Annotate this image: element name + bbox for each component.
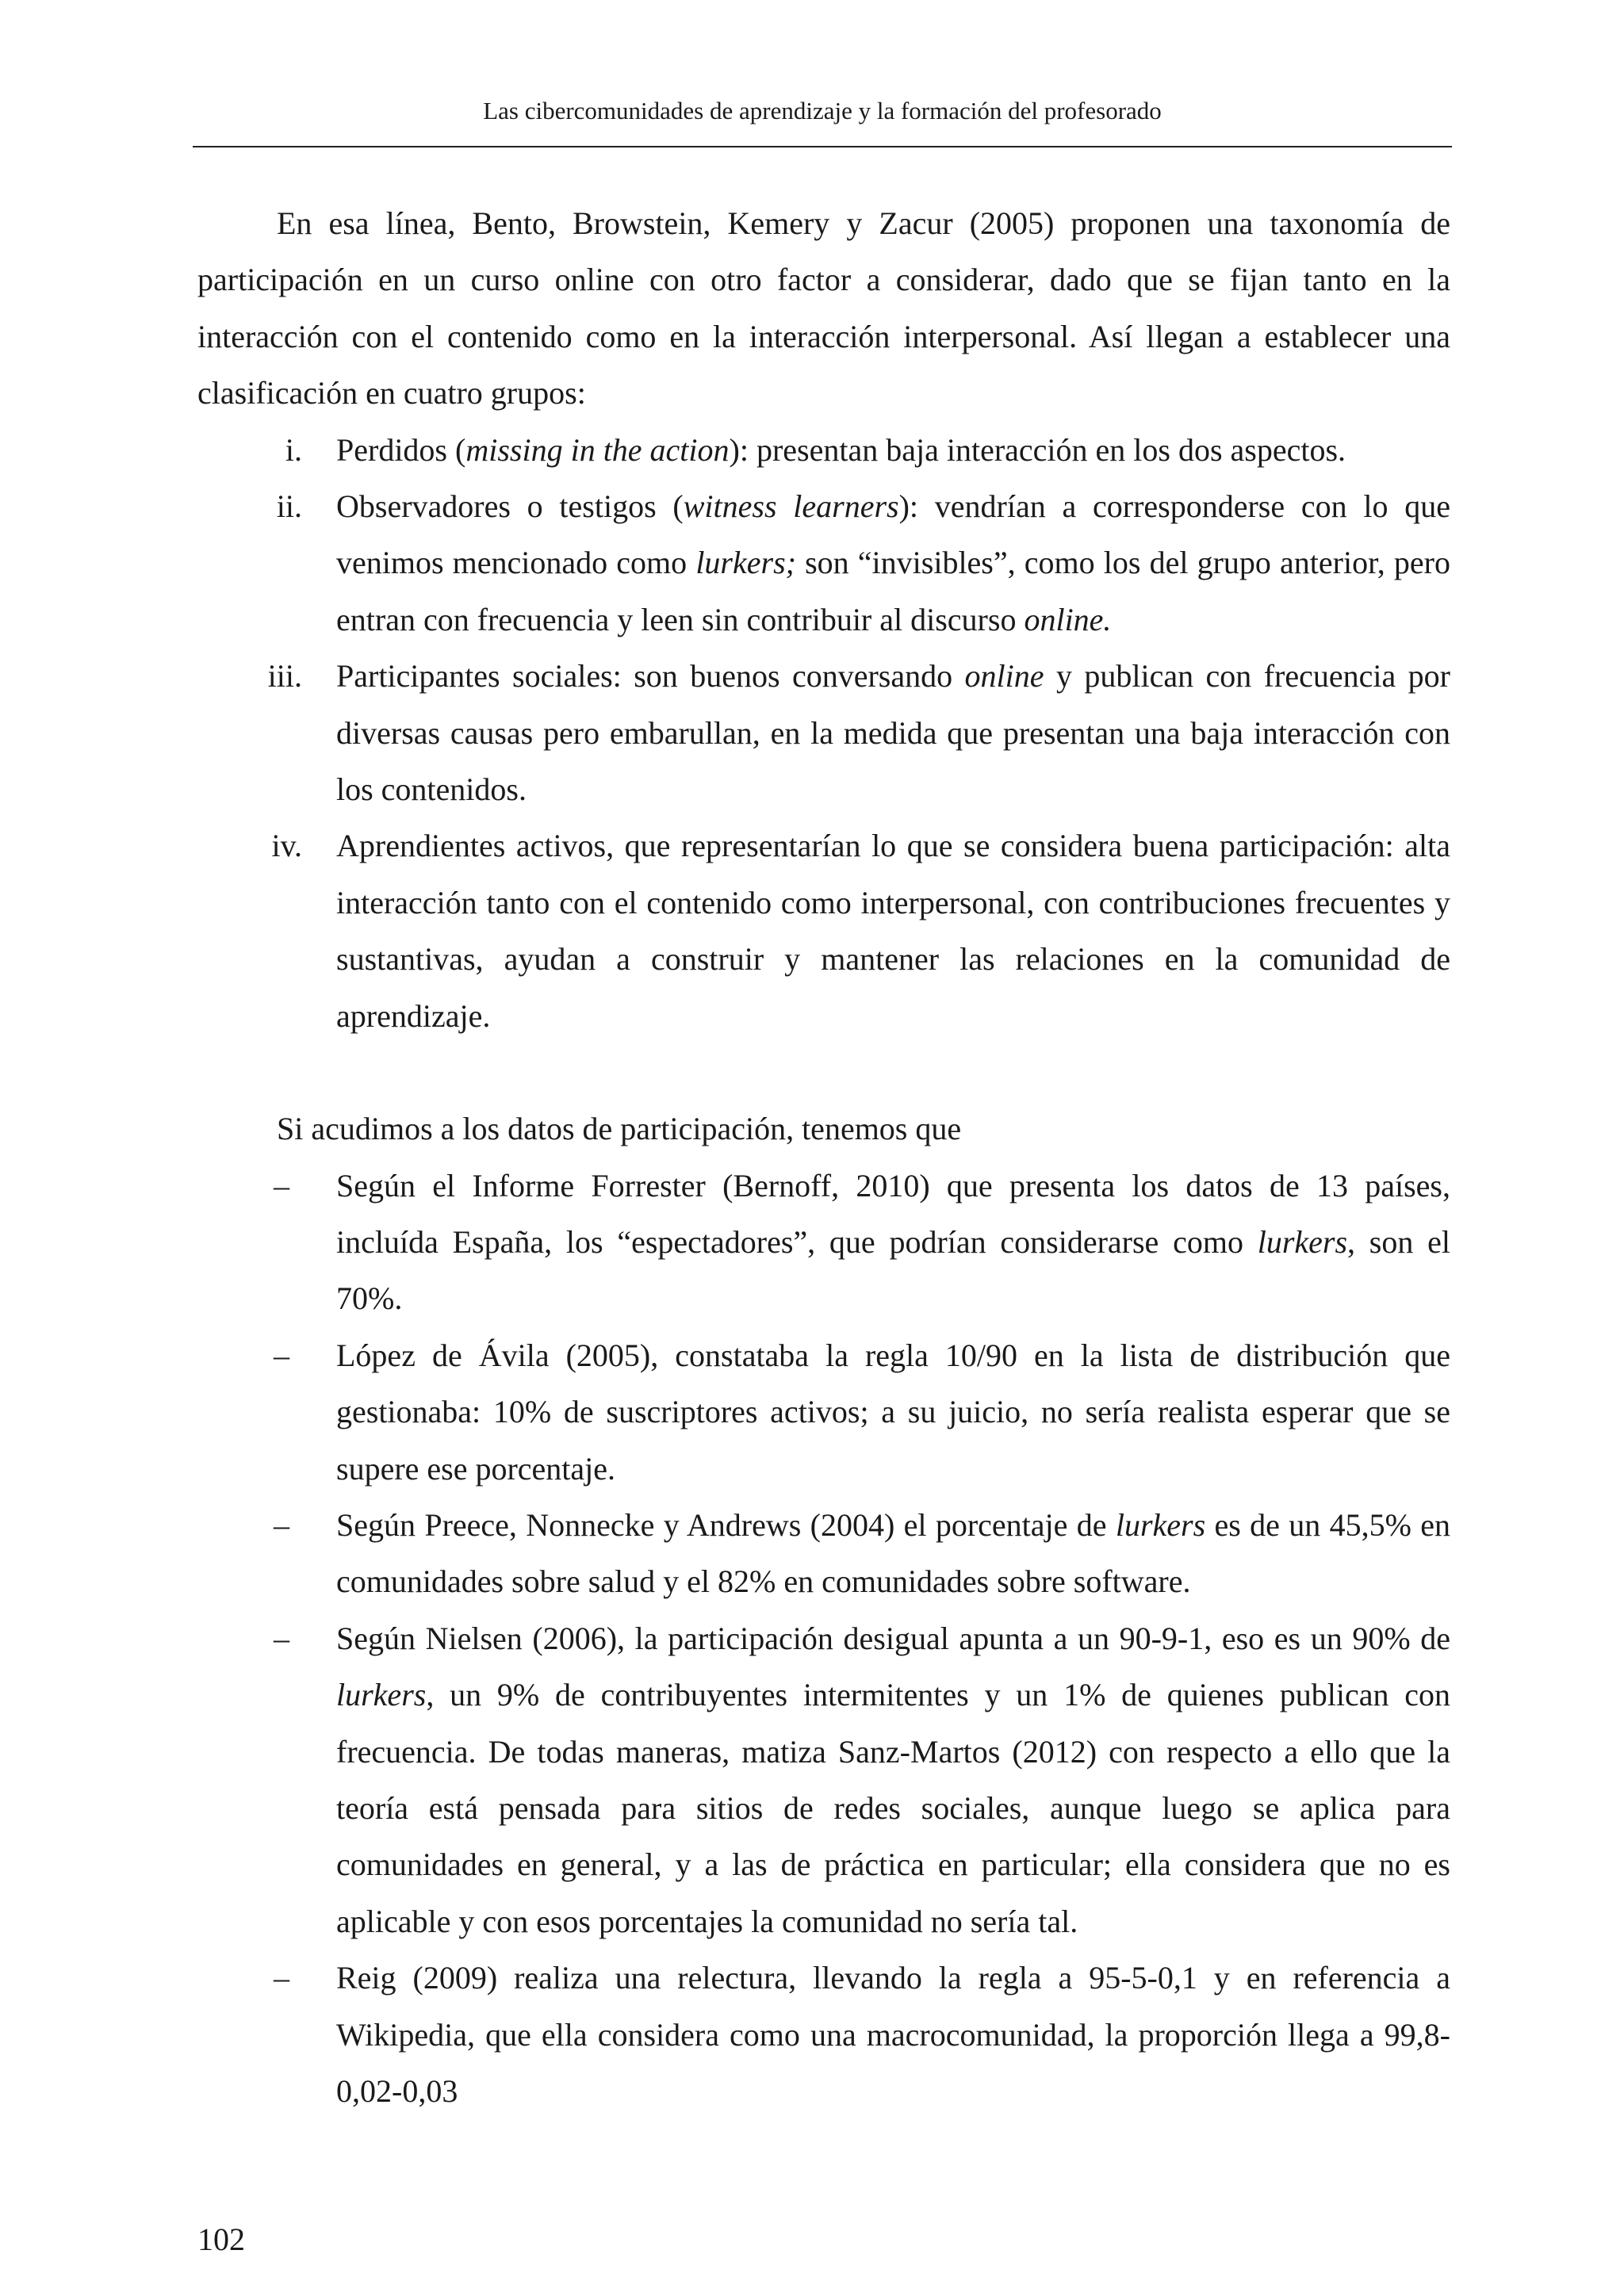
item-text: son “invisibles”, como los del grupo anterior, pero entran con frecuencia y leen sin contribuir al discurso <box>336 545 1451 637</box>
item-italic: lurkers <box>336 1677 427 1713</box>
data-item <box>197 1950 1450 2119</box>
item-italic: witness learners <box>683 488 899 525</box>
data-list <box>197 1158 1450 2120</box>
item-text: López de Ávila (2005), constataba la regla 10/90 en la lista de distribución que gestionaba: 10% de suscriptores activos; a su juicio, no sería realista esperar que se supere ese porcentaje. <box>336 1337 1450 1487</box>
data-item <box>197 1158 1450 1327</box>
item-text: y publican con frecuencia por diversas causas pero embarullan, en la medida que presentan una baja interacción con los contenidos. <box>336 658 1450 808</box>
item-italic: online. <box>1024 601 1112 637</box>
taxonomy-list <box>197 422 1450 1044</box>
data-intro: Si acudimos a los datos de participación, tenemos que <box>277 1111 962 1147</box>
running-header: Las cibercomunidades de aprendizaje y la formación del profesorado <box>483 97 1162 124</box>
item-italic: lurkers <box>1115 1506 1206 1543</box>
dash-marker: – <box>274 1167 289 1203</box>
dash-marker: – <box>274 1960 289 1996</box>
dash-marker: – <box>274 1506 289 1543</box>
dash-marker: – <box>274 1337 289 1373</box>
taxonomy-item <box>197 648 1450 817</box>
intro-paragraph: En esa línea, Bento, Browstein, Kemery y Zacur (2005) proponen una taxonomía de participación en un curso online con otro factor a considerar, dado que se fijan tanto en la interacción con el contenido como en la interacción interpersonal. Así llegan a establecer una clasificación en cuatro grupos: <box>197 205 1450 411</box>
item-text: Según el Informe Forrester (Bernoff, 2010) que presenta los datos de 13 países, incluída España, los “espectadores”, que podrían considerarse como <box>336 1167 1450 1260</box>
item-text: Según Preece, Nonnecke y Andrews (2004) el porcentaje de <box>336 1506 1116 1543</box>
item-text: Perdidos ( <box>336 431 466 468</box>
page-number: 102 <box>197 2221 245 2257</box>
item-text: , son el 70%. <box>336 1223 1450 1317</box>
item-text: Según Nielsen (2006), la participación desigual apunta a un 90-9-1, eso es un 90% de <box>336 1620 1450 1656</box>
item-text: Aprendientes activos, que representarían lo que se considera buena participación: alta interacción tanto con el contenido como interpersonal, con contribuciones frecuentes y sustantivas, ayudan a construir y mantener las relaciones en la comunidad de aprendizaje. <box>336 828 1450 1034</box>
header-rule <box>193 146 1452 147</box>
list-marker: iv. <box>271 828 302 864</box>
item-text: , un 9% de contribuyentes intermitentes y un 1% de quienes publican con frecuencia. De todas maneras, matiza Sanz-Martos (2012) con respecto a ello que la teoría está pensada para sitios de redes sociales, aunque luego se aplica para comunidades en general, y a las de práctica en particular; ella considera que no es aplicable y con esos porcentajes la comunidad no sería tal. <box>336 1677 1450 1939</box>
item-text: ): vendrían a corresponderse con lo que venimos mencionado como <box>336 488 1450 581</box>
data-item <box>197 1327 1450 1497</box>
taxonomy-item <box>197 817 1450 1044</box>
item-italic: lurkers; <box>695 545 796 581</box>
list-marker: iii. <box>267 658 302 695</box>
item-text: Participantes sociales: son buenos conversando <box>336 658 965 695</box>
item-italic: lurkers <box>1257 1223 1348 1260</box>
item-italic: online <box>964 658 1044 695</box>
list-marker: ii. <box>276 488 302 525</box>
paragraph-gap <box>197 1044 1450 1100</box>
item-text: Reig (2009) realiza una relectura, llevando la regla a 95-5-0,1 y en referencia a Wikipedia, que ella considera como una macrocomunidad, la proporción llega a 99,8-0,02-0,03 <box>336 1960 1450 2109</box>
item-text: es de un 45,5% en comunidades sobre salud y el 82% en comunidades sobre software. <box>336 1506 1451 1600</box>
dash-marker: – <box>274 1620 289 1656</box>
page-body <box>197 195 1450 2119</box>
item-italic: missing in the action <box>465 431 730 468</box>
item-text: ): presentan baja interacción en los dos aspectos. <box>729 431 1346 468</box>
list-marker: i. <box>285 431 302 468</box>
taxonomy-item <box>197 478 1450 648</box>
taxonomy-item <box>197 422 1450 478</box>
data-item <box>197 1610 1450 1950</box>
data-item <box>197 1497 1450 1610</box>
item-text: Observadores o testigos ( <box>336 488 684 525</box>
